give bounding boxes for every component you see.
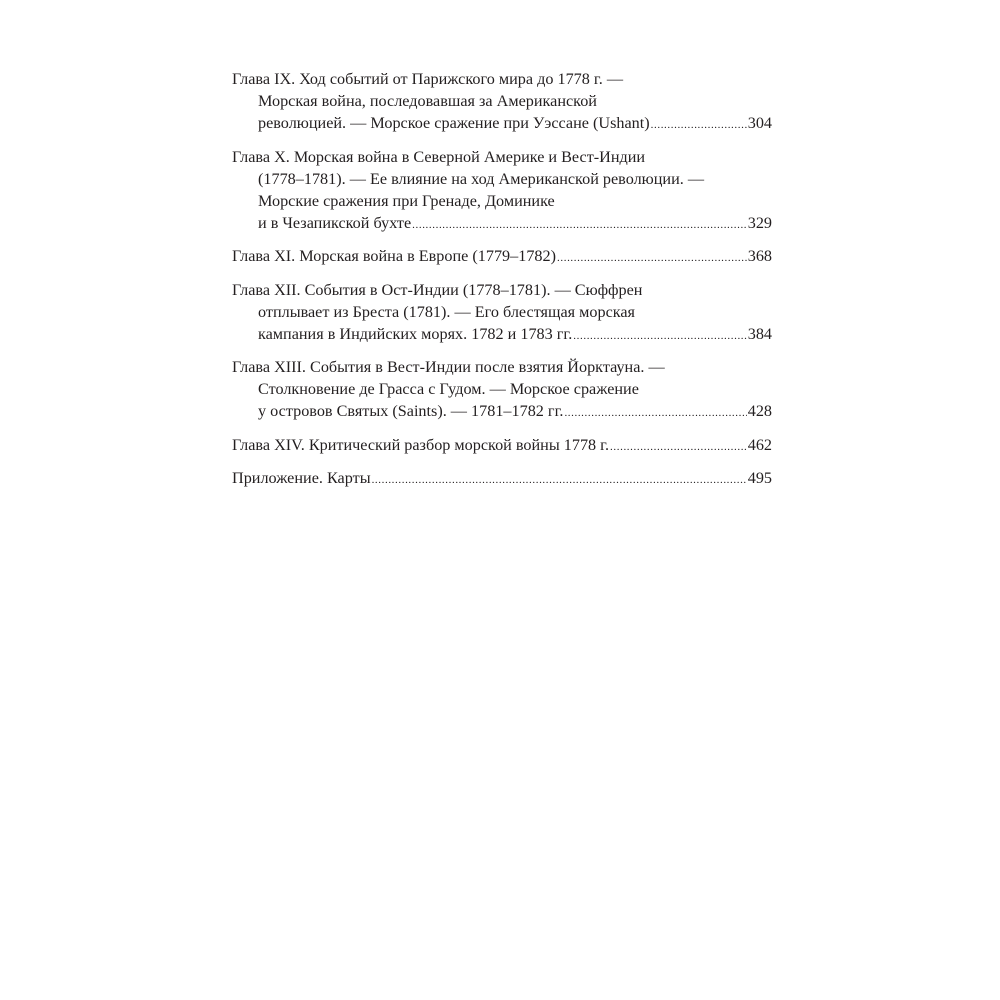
page-number: 304	[747, 114, 772, 132]
toc-entry-chapter-14	[232, 434, 772, 458]
dot-leader	[651, 114, 747, 136]
toc-entry-title-line: Глава IX. Ход событий от Парижского мира до 1778 г. —	[232, 70, 624, 88]
toc-entry-title-line: отплывает из Бреста (1781). — Его блестящая морская	[258, 302, 636, 321]
toc-entry-title-line: Морская война, последовавшая за Американской	[258, 92, 597, 110]
toc-entry-last-line	[232, 467, 772, 491]
toc-entry-chapter-12	[232, 279, 772, 347]
toc-entry-last-line	[232, 434, 772, 458]
toc-entry-chapter-13	[232, 356, 772, 424]
page-number: 368	[747, 247, 772, 265]
toc-entry-title-line: Приложение. Карты	[232, 469, 371, 487]
toc-entry-last-line	[232, 323, 772, 347]
dot-leader	[573, 325, 746, 347]
page-number: 462	[747, 435, 772, 454]
toc-entry-title-line: Морские сражения при Гренаде, Доминике	[258, 191, 555, 210]
page-number: 495	[747, 469, 772, 487]
toc-entry-title-line: (1778–1781). — Ее влияние на ход Американской революции. —	[258, 169, 705, 188]
dot-leader	[372, 469, 747, 491]
page-number: 329	[747, 213, 772, 232]
toc-entry-title-line: революцией. — Морское сражение при Уэссане (Ushant)	[258, 114, 650, 132]
dot-leader	[557, 247, 747, 269]
toc-entry-chapter-11	[232, 245, 772, 269]
toc-entry-title-line: у островов Святых (Saints). — 1781–1782 гг.	[258, 402, 564, 420]
dot-leader	[564, 402, 746, 424]
table-of-contents	[232, 68, 772, 501]
toc-entry-title-line: кампания в Индийских морях. 1782 и 1783 гг.	[258, 324, 573, 343]
dot-leader	[610, 436, 747, 458]
page-number: 384	[747, 324, 772, 343]
toc-entry-chapter-10	[232, 146, 772, 236]
toc-entry-title-line: Глава XII. События в Ост-Индии (1778–1781). — Сюффрен	[232, 280, 643, 299]
toc-entry-title-line: Глава XIV. Критический разбор морской войны 1778 г.	[232, 435, 610, 454]
dot-leader	[412, 214, 747, 236]
toc-entry-title-line: Глава XI. Морская война в Европе (1779–1782)	[232, 247, 557, 265]
page-number: 428	[747, 402, 772, 420]
toc-entry-chapter-9	[232, 68, 772, 136]
toc-entry-last-line	[232, 245, 772, 269]
toc-entry-title-line: Глава XIII. События в Вест-Индии после взятия Йорктауна. —	[232, 358, 665, 376]
toc-entry-title-line: Столкновение де Грасса с Гудом. — Морское сражение	[258, 380, 639, 398]
toc-entry-title-line: и в Чезапикской бухте	[258, 213, 412, 232]
toc-entry-last-line	[232, 212, 772, 236]
toc-entry-appendix	[232, 467, 772, 491]
toc-entry-last-line	[232, 112, 772, 136]
toc-entry-title-line: Глава X. Морская война в Северной Америке и Вест-Индии	[232, 147, 646, 166]
toc-entry-last-line	[232, 400, 772, 424]
